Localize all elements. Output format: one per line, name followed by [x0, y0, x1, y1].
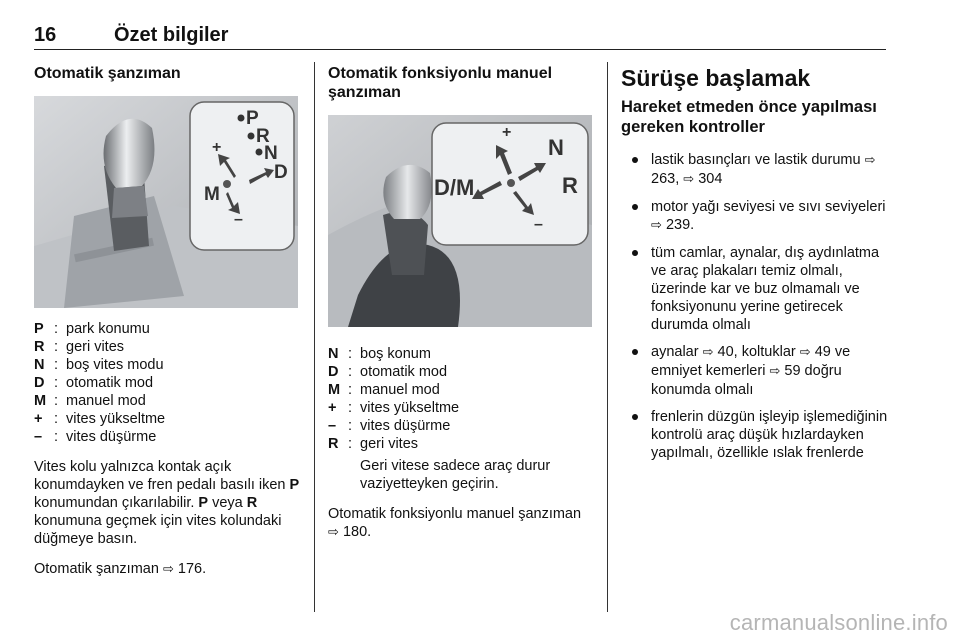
reference-arrow-icon: ⇨	[864, 153, 876, 168]
gear-shifter-illustration	[34, 96, 298, 308]
reverse-note: Geri vitese sadece araç durur vaziyetteyken geçirin.	[360, 458, 551, 492]
label-m: M	[204, 184, 220, 205]
column-manual-automatic	[328, 64, 594, 542]
column-divider	[314, 62, 315, 612]
legend-row: N : boş vites modu	[34, 357, 164, 373]
shift-instruction: Vites kolu yalnızca kontak açık konumdayken ve fren pedalı basılı iken P konumundan çıkarılabilir. P veya R konumuna geçmek için vites kolundaki düğmeye basın.	[34, 459, 300, 547]
section-title: Sürüşe başlamak	[621, 65, 811, 91]
label-n: N	[264, 143, 278, 164]
legend-row: R : geri vites	[34, 339, 125, 355]
column-divider	[607, 62, 608, 612]
column-automatic	[34, 64, 300, 579]
legend-row: + : vites yükseltme	[34, 411, 166, 427]
reference-arrow-icon: ⇨	[328, 525, 339, 540]
list-item: aynalar ⇨ 40, koltuklar ⇨ 49 ve emniyet kemerleri ⇨ 59 doğru konumda olmalı	[621, 343, 889, 399]
svg-text:+: +	[212, 139, 222, 156]
gear-legend	[34, 320, 300, 446]
legend-row: M : manuel mod	[328, 382, 440, 398]
legend-row: D : otomatik mod	[34, 375, 154, 391]
svg-text:+: +	[502, 124, 512, 141]
legend-row: R : geri vites	[328, 436, 419, 452]
reference-arrow-icon: ⇨	[651, 218, 662, 233]
label-d: D	[274, 162, 288, 183]
reference-arrow-icon: ⇨	[683, 172, 695, 187]
page-number: 16	[34, 24, 57, 46]
legend-row: – : vites düşürme	[328, 418, 451, 434]
section-subtitle: Hareket etmeden önce yapılması gereken kontroller	[621, 98, 877, 136]
list-item: motor yağı seviyesi ve sıvı seviyeleri ⇨ 239.	[621, 198, 889, 235]
list-item: frenlerin düzgün işleyip işlemediğinin kontrolü araç düşük hızlardayken yapılmalı, özellikle ıslak frenlerde	[621, 408, 889, 462]
manual-gear-photo	[328, 115, 592, 327]
reference-arrow-icon: ⇨	[769, 364, 781, 379]
chapter-title: Özet bilgiler	[114, 24, 229, 46]
list-item: lastik basınçları ve lastik durumu ⇨ 263, ⇨ 304	[621, 151, 889, 189]
page-reference[interactable]: Otomatik fonksiyonlu manuel şanzıman ⇨ 180.	[328, 506, 582, 540]
page-header	[34, 22, 886, 50]
section-title: Otomatik fonksiyonlu manuel şanzıman	[328, 65, 553, 101]
legend-row: N : boş konum	[328, 346, 431, 362]
column-driving-start	[621, 64, 889, 471]
watermark: carmanualsonline.info	[729, 610, 948, 635]
legend-row: + : vites yükseltme	[328, 400, 460, 416]
checklist	[621, 151, 889, 462]
section-title: Otomatik şanzıman	[34, 65, 181, 82]
automatic-gear-photo	[34, 96, 298, 308]
label-r: R	[562, 173, 578, 198]
svg-text:–: –	[534, 216, 543, 233]
svg-text:–: –	[234, 211, 243, 228]
reference-arrow-icon: ⇨	[702, 345, 714, 360]
legend-row: D : otomatik mod	[328, 364, 448, 380]
legend-row: M : manuel mod	[34, 393, 146, 409]
label-dm: D/M	[434, 175, 475, 200]
label-r: R	[256, 126, 270, 147]
label-n: N	[548, 135, 564, 160]
gear-shifter-illustration	[328, 115, 592, 327]
reference-arrow-icon: ⇨	[799, 345, 811, 360]
legend-row: – : vites düşürme	[34, 429, 157, 445]
legend-row: P : park konumu	[34, 321, 150, 337]
reference-arrow-icon: ⇨	[162, 562, 174, 577]
list-item: tüm camlar, aynalar, dış aydınlatma ve araç plakaları temiz olmalı, üzerinde kar ve buz olmamalı ve fonksiyonunu yerine getirecek durumda olmalı	[621, 244, 889, 334]
page-reference[interactable]: Otomatik şanzıman ⇨ 176.	[34, 561, 207, 577]
label-p: P	[246, 108, 259, 129]
gear-legend	[328, 345, 594, 493]
